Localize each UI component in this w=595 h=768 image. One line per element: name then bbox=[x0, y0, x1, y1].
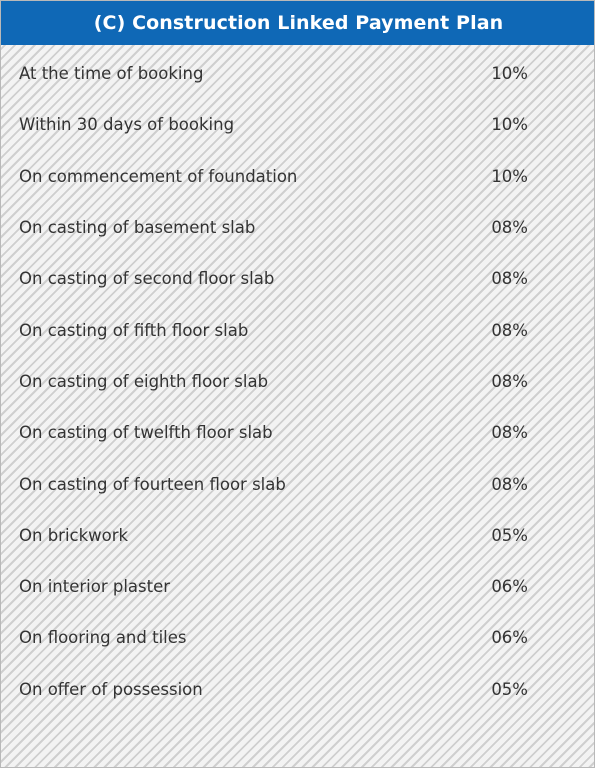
payment-row bbox=[1, 253, 595, 304]
payment-schedule bbox=[1, 48, 595, 715]
payment-percent: 05% bbox=[491, 679, 528, 699]
payment-row bbox=[1, 612, 595, 663]
payment-percent: 06% bbox=[491, 577, 528, 597]
payment-percent: 10% bbox=[491, 64, 528, 84]
payment-percent: 08% bbox=[491, 269, 528, 289]
milestone-label: Within 30 days of booking bbox=[19, 115, 235, 135]
milestone-label: On casting of eighth floor slab bbox=[19, 371, 269, 391]
payment-row bbox=[1, 304, 595, 355]
payment-row bbox=[1, 151, 595, 202]
payment-row bbox=[1, 458, 595, 509]
payment-percent: 08% bbox=[491, 371, 528, 391]
payment-row bbox=[1, 202, 595, 253]
payment-row bbox=[1, 510, 595, 561]
payment-percent: 10% bbox=[491, 166, 528, 186]
milestone-label: On casting of basement slab bbox=[19, 218, 256, 238]
milestone-label: On casting of fifth floor slab bbox=[19, 320, 249, 340]
payment-percent: 10% bbox=[491, 115, 528, 135]
payment-row bbox=[1, 664, 595, 715]
payment-row bbox=[1, 48, 595, 99]
milestone-label: On interior plaster bbox=[19, 577, 171, 597]
payment-row bbox=[1, 99, 595, 150]
milestone-label: On commencement of foundation bbox=[19, 166, 298, 186]
payment-percent: 08% bbox=[491, 320, 528, 340]
payment-percent: 08% bbox=[491, 218, 528, 238]
milestone-label: On offer of possession bbox=[19, 679, 203, 699]
milestone-label: On casting of second floor slab bbox=[19, 269, 275, 289]
payment-percent: 06% bbox=[491, 628, 528, 648]
plan-header bbox=[1, 1, 595, 45]
payment-percent: 08% bbox=[491, 474, 528, 494]
milestone-label: On brickwork bbox=[19, 525, 129, 545]
milestone-label: At the time of booking bbox=[19, 64, 204, 84]
plan-title: (C) Construction Linked Payment Plan bbox=[93, 12, 504, 34]
milestone-label: On casting of fourteen floor slab bbox=[19, 474, 286, 494]
payment-percent: 05% bbox=[491, 525, 528, 545]
payment-row bbox=[1, 561, 595, 612]
payment-percent: 08% bbox=[491, 423, 528, 443]
milestone-label: On flooring and tiles bbox=[19, 628, 187, 648]
payment-row bbox=[1, 356, 595, 407]
milestone-label: On casting of twelfth floor slab bbox=[19, 423, 273, 443]
payment-row bbox=[1, 407, 595, 458]
